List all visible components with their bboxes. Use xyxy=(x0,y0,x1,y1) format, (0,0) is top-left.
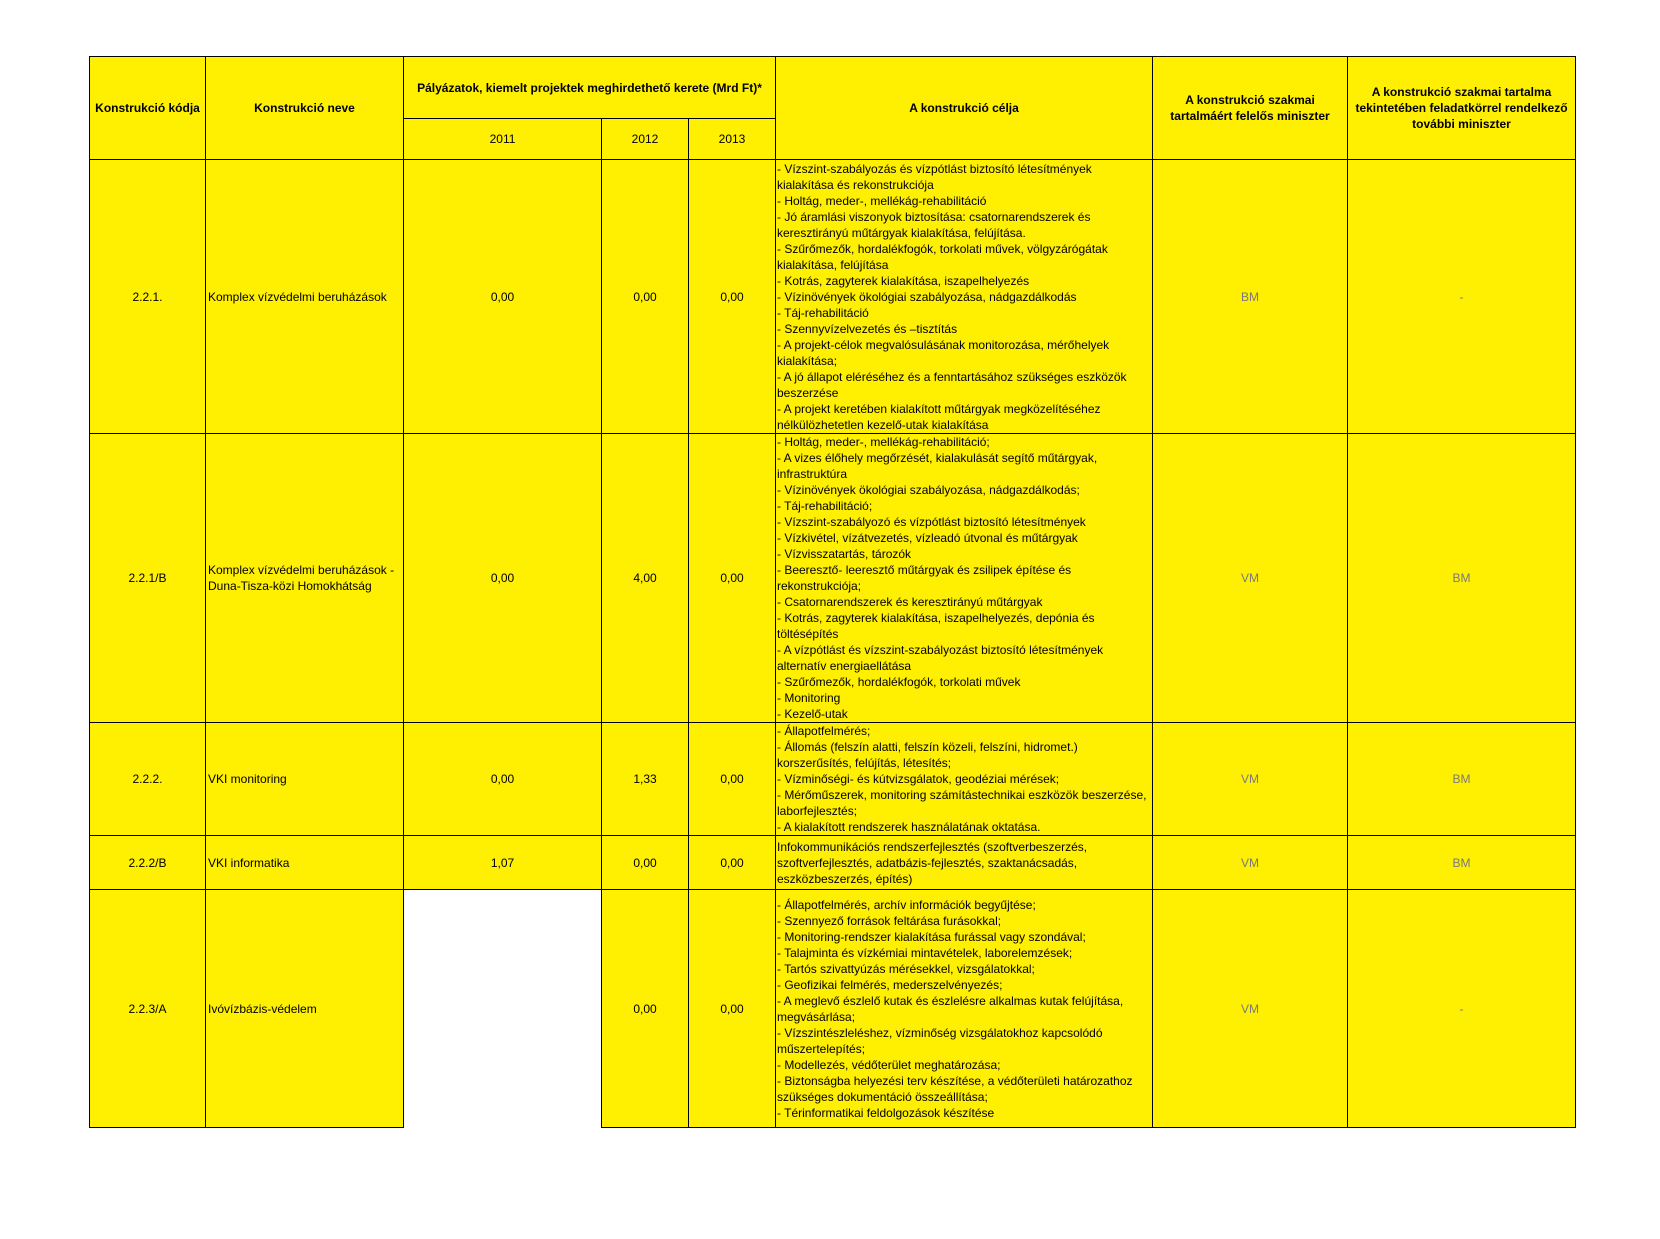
row-goal xyxy=(776,434,1153,723)
row-value-2011: 0,00 xyxy=(404,160,602,434)
goal-item: - Szűrőmezők, hordalékfogók, torkolati művek, völgyzárógátak kialakítása, felújítása xyxy=(777,241,1108,272)
row-value-2011: 1,07 xyxy=(404,836,602,890)
goal-item: - A jó állapot eléréséhez és a fenntartásához szükséges eszközök beszerzése xyxy=(777,369,1127,400)
table-row xyxy=(90,890,1576,1128)
goal-item: Infokommunikációs rendszerfejlesztés (szoftverbeszerzés, szoftverfejlesztés, adatbázis-fejlesztés, szaktanácsadás, eszközbeszerzés, építés) xyxy=(777,839,1088,886)
row-other-minister: - xyxy=(1348,160,1576,434)
row-other-minister: BM xyxy=(1348,434,1576,723)
goal-item: - Szűrőmezők, hordalékfogók, torkolati művek xyxy=(777,675,1021,689)
goal-item: - Állomás (felszín alatti, felszín közeli, felszíni, hidromet.) korszerűsítés, felújítás, létesítés; xyxy=(777,740,1078,770)
goal-item: - Mérőműszerek, monitoring számítástechnikai eszközök beszerzése, laborfejlesztés; xyxy=(777,788,1147,818)
table-row xyxy=(90,160,1576,434)
row-code: 2.2.3/A xyxy=(90,890,206,1128)
goal-item: - Beeresztő- leeresztő műtárgyak és zsilipek építése és rekonstrukciója; xyxy=(777,563,1072,593)
goal-item: - Vízinövények ökológiai szabályozása, nádgazdálkodás xyxy=(777,289,1077,304)
row-code: 2.2.1. xyxy=(90,160,206,434)
row-minister: VM xyxy=(1153,434,1348,723)
goal-item: - Vízszint-szabályozás és vízpótlást biztosító létesítmények kialakítása és rekonstrukciója xyxy=(777,161,1092,192)
row-code: 2.2.2/B xyxy=(90,836,206,890)
goal-item: - Geofizikai felmérés, mederszelvényezés; xyxy=(777,977,1003,992)
goal-item: - Térinformatikai feldolgozások készítése xyxy=(777,1105,995,1120)
goal-item: - Holtág, meder-, mellékág-rehabilitáció; xyxy=(777,435,990,449)
goal-item: - Tartós szivattyúzás mérésekkel, vizsgálatokkal; xyxy=(777,961,1035,976)
goal-item: - Vízszint-szabályozó és vízpótlást biztosító létesítmények xyxy=(777,515,1086,529)
header-year-2013: 2013 xyxy=(689,119,776,160)
header-other-minister: A konstrukció szakmai tartalma tekintetében feladatkörrel rendelkező további miniszter xyxy=(1348,57,1576,160)
row-goal xyxy=(776,890,1153,1128)
table-row xyxy=(90,836,1576,890)
goal-item: - A projekt-célok megvalósulásának monitorozása, mérőhelyek kialakítása; xyxy=(777,337,1110,368)
goal-item: - A kialakított rendszerek használatának oktatása. xyxy=(777,820,1041,834)
goal-item: - Vízminőségi- és kútvizsgálatok, geodéziai mérések; xyxy=(777,772,1060,786)
goal-item: - Táj-rehabilitáció; xyxy=(777,499,873,513)
row-value-2012: 4,00 xyxy=(602,434,689,723)
goal-item: - Táj-rehabilitáció xyxy=(777,305,869,320)
row-value-2012: 0,00 xyxy=(602,836,689,890)
header-name: Konstrukció neve xyxy=(206,57,404,160)
goal-item: - Holtág, meder-, mellékág-rehabilitáció xyxy=(777,193,987,208)
goal-item: - Vízszintészleléshez, vízminőség vizsgálatokhoz kapcsolódó műszertelepítés; xyxy=(777,1025,1103,1056)
row-code: 2.2.2. xyxy=(90,723,206,836)
row-name: Komplex vízvédelmi beruházások - Duna-Tisza-közi Homokhátság xyxy=(206,434,404,723)
goal-item: - Vízinövények ökológiai szabályozása, nádgazdálkodás; xyxy=(777,483,1080,497)
row-value-2011 xyxy=(404,890,602,1128)
row-value-2012: 1,33 xyxy=(602,723,689,836)
header-year-2012: 2012 xyxy=(602,119,689,160)
row-value-2012: 0,00 xyxy=(602,160,689,434)
goal-item: - A vízpótlást és vízszint-szabályozást biztosító létesítmények alternatív energiaellátása xyxy=(777,643,1104,673)
goal-item: - Csatornarendszerek és keresztirányú műtárgyak xyxy=(777,595,1043,609)
row-other-minister: - xyxy=(1348,890,1576,1128)
row-value-2013: 0,00 xyxy=(689,434,776,723)
goal-item: - Állapotfelmérés; xyxy=(777,724,871,738)
header-goal: A konstrukció célja xyxy=(776,57,1153,160)
goal-item: - Szennyvízelvezetés és –tisztítás xyxy=(777,321,958,336)
row-value-2013: 0,00 xyxy=(689,890,776,1128)
goal-item: - Kezelő-utak xyxy=(777,707,848,721)
goal-item: - Kotrás, zagyterek kialakítása, iszapelhelyezés, depónia és töltésépítés xyxy=(777,611,1095,641)
header-code: Konstrukció kódja xyxy=(90,57,206,160)
table-row xyxy=(90,434,1576,723)
row-code: 2.2.1/B xyxy=(90,434,206,723)
row-minister: VM xyxy=(1153,723,1348,836)
row-goal xyxy=(776,723,1153,836)
goal-item: - A projekt keretében kialakított műtárgyak megközelítéséhez nélkülözhetetlen kezelő-utak kialakítása xyxy=(777,401,1101,432)
goal-item: - Kotrás, zagyterek kialakítása, iszapelhelyezés xyxy=(777,273,1030,288)
goal-item: - Vízvisszatartás, tározók xyxy=(777,547,912,561)
header-budget: Pályázatok, kiemelt projektek meghirdethető kerete (Mrd Ft)* xyxy=(404,57,776,119)
row-name: Ivóvízbázis-védelem xyxy=(206,890,404,1128)
row-minister: VM xyxy=(1153,836,1348,890)
row-value-2013: 0,00 xyxy=(689,836,776,890)
row-value-2013: 0,00 xyxy=(689,723,776,836)
row-value-2012: 0,00 xyxy=(602,890,689,1128)
row-name: VKI informatika xyxy=(206,836,404,890)
goal-item: - Jó áramlási viszonyok biztosítása: csatornarendszerek és keresztirányú műtárgyak kialakítása, felújítása. xyxy=(777,209,1091,240)
goal-item: - Monitoring xyxy=(777,691,841,705)
goal-item: - Modellezés, védőterület meghatározása; xyxy=(777,1057,1001,1072)
program-table-sheet xyxy=(89,56,1576,1128)
row-minister: VM xyxy=(1153,890,1348,1128)
row-goal xyxy=(776,160,1153,434)
row-value-2011: 0,00 xyxy=(404,723,602,836)
goal-item: - A vizes élőhely megőrzését, kialakulását segítő műtárgyak, infrastruktúra xyxy=(777,451,1098,481)
goal-item: - Talajminta és vízkémiai mintavételek, laborelemzések; xyxy=(777,945,1073,960)
row-other-minister: BM xyxy=(1348,723,1576,836)
goal-item: - Szennyező források feltárása furásokkal; xyxy=(777,913,1002,928)
row-goal xyxy=(776,836,1153,890)
row-name: VKI monitoring xyxy=(206,723,404,836)
goal-item: - Vízkivétel, vízátvezetés, vízleadó útvonal és műtárgyak xyxy=(777,531,1078,545)
row-other-minister: BM xyxy=(1348,836,1576,890)
table-row xyxy=(90,723,1576,836)
goal-item: - Állapotfelmérés, archív információk begyűjtése; xyxy=(777,897,1036,912)
row-minister: BM xyxy=(1153,160,1348,434)
row-name: Komplex vízvédelmi beruházások xyxy=(206,160,404,434)
program-table xyxy=(89,56,1576,1128)
header-minister: A konstrukció szakmai tartalmáért felelős miniszter xyxy=(1153,57,1348,160)
row-value-2013: 0,00 xyxy=(689,160,776,434)
goal-item: - Monitoring-rendszer kialakítása furással vagy szondával; xyxy=(777,929,1086,944)
header-year-2011: 2011 xyxy=(404,119,602,160)
goal-item: - Biztonságba helyezési terv készítése, a védőterületi határozathoz szükséges dokumentáció összeállítása; xyxy=(777,1073,1133,1104)
row-value-2011: 0,00 xyxy=(404,434,602,723)
goal-item: - A meglevő észlelő kutak és észlelésre alkalmas kutak felújítása, megvásárlása; xyxy=(777,993,1124,1024)
